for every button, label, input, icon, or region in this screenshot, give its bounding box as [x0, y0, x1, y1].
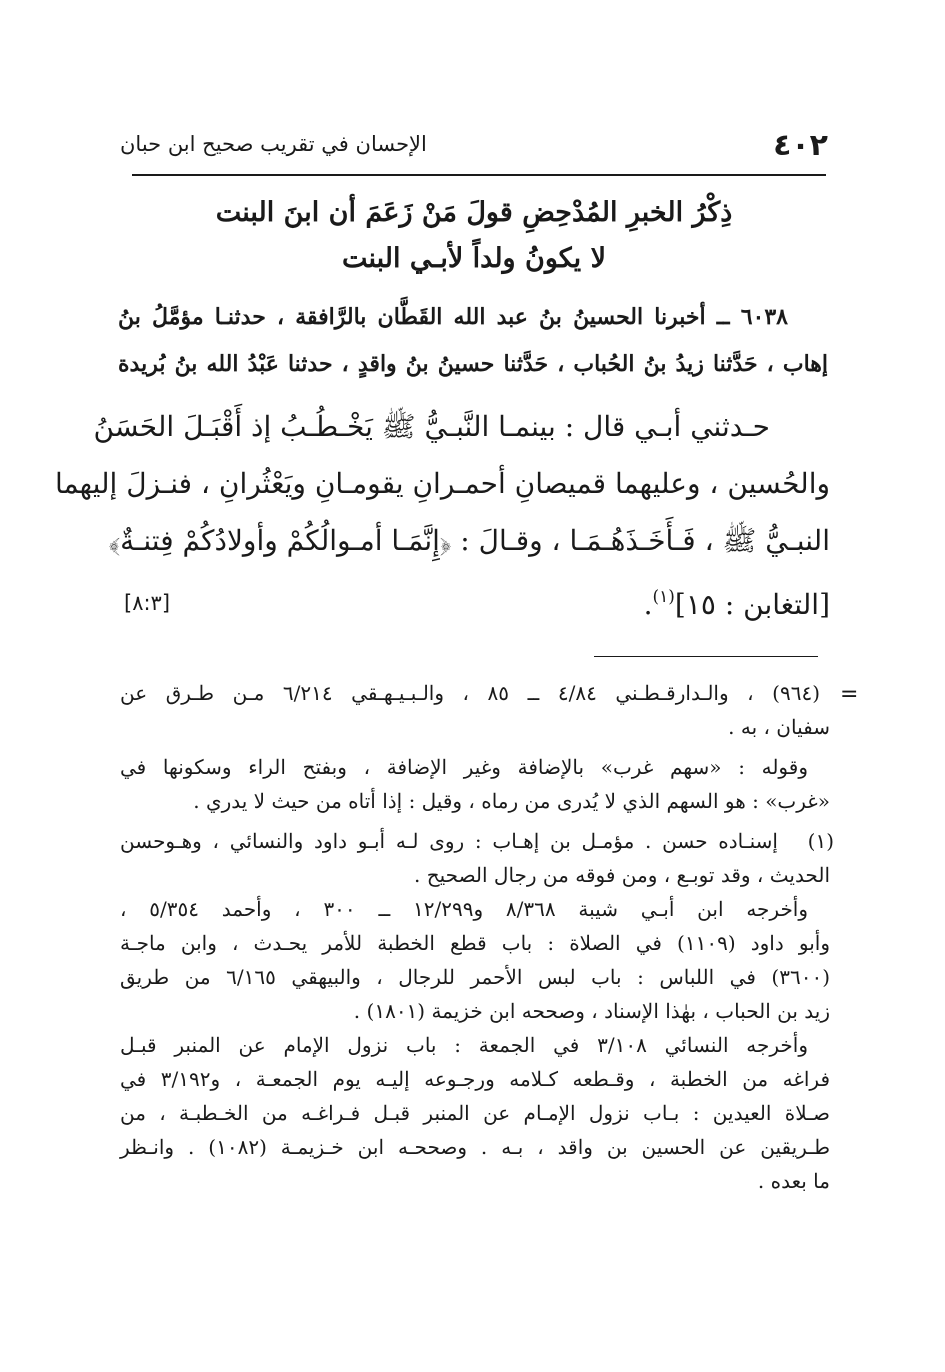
header-rule	[132, 174, 826, 176]
footnote-line: وأبو داود (١١٠٩) في الصلاة : باب قطع الخطبة للأمر يحـدث ، وابن ماجـة	[120, 931, 830, 955]
footnote-separator	[594, 656, 818, 657]
footnote-line: (٣٦٠٠) في اللباس : باب لبس الأحمر للرجال ، والبيهقي ٦/١٦٥ من طريق	[120, 965, 830, 989]
footnote-previous-continuation	[120, 676, 830, 744]
hadith-matn	[54, 398, 830, 626]
isnad-line: إهاب ، حَدَّثنا زيدُ بنُ الحُباب ، حَدَّثنا حسينُ بنُ واقدٍ ، حدثنا عَبْدُ الله بنُ بُريدة	[118, 351, 828, 377]
footnote-line: «غرب» : هو السهم الذي لا يُدرى من رماه ، وقيل : إذا أتاه من حيث لا يدري .	[193, 789, 830, 813]
footnote-1-paragraph-2	[120, 892, 830, 1028]
hadith-reference-tag: [٨:٣]	[124, 591, 171, 615]
footnote-line: إسنـاده حسن . مؤمـل بن إهـاب : روى لـه أبـو داود والنسائي ، وهـوحسن	[120, 829, 778, 853]
footnote-line: وقوله : «سهم غرب» بالإضافة وغير الإضافة ، وبفتح الراء وسكونها في	[120, 755, 808, 779]
footnote-line: (٩٦٤) ، والـدارقـطـني ٤/٨٤ ــ ٨٥ ، والـبـيـهـقي ٦/٢١٤ مـن طـرق عن	[120, 681, 821, 705]
footnote-line: طـريقين عن الحسين بن واقد ، بـه . وصححـه ابن خـزيمـة (١٠٨٢) . وانـظر	[120, 1135, 830, 1159]
footnote-line: زيد بن الحباب ، بهٰذا الإسناد ، وصححه ابن خزيمة (١٨٠١) .	[353, 999, 830, 1023]
quran-reference: [التغابن : ١٥]	[674, 588, 830, 621]
chapter-heading-line-1: ذِكْرُ الخبرِ المُدْحِضِ قولَ مَنْ زَعَمَ أن ابنَ البنت	[215, 197, 733, 228]
matn-line: النبـيُّ ﷺ ، فَـأَخَـذَهُـمَـا ، وقـالَ : ﴿إِنَّمَـا أمـوالُكُمْ وأولادُكُمْ فِتنـةٌ﴾	[108, 524, 830, 557]
chapter-heading	[120, 190, 828, 282]
footnote-line: وأخرجه النسائي ٣/١٠٨ في الجمعة : باب نزول الإمام عن المنبر قبـل	[120, 1033, 808, 1057]
hadith-isnad	[118, 294, 828, 388]
matn-line: والحُسين ، وعليهما قميصانِ أحمـرانِ يقومـانِ ويَعْثُرانِ ، فنـزلَ إليهما	[54, 467, 830, 500]
book-title: الإحسان في تقريب صحيح ابن حبان	[120, 132, 427, 156]
footnote-1	[120, 824, 834, 892]
continuation-mark: =	[840, 682, 859, 707]
page-number: ٤٠٢	[773, 128, 828, 163]
matn-line: حـدثني أبـي قال : بينمـا النَّبـيُّ ﷺ يَخْـطُـبُ إذ أَقْبَـلَ الحَسَنُ	[93, 410, 770, 443]
footnote-1-marker: (١)	[807, 829, 834, 853]
footnote-line: ما بعده .	[757, 1169, 830, 1193]
footnote-1-paragraph-3	[120, 1028, 830, 1198]
footnote-line: الحديث ، وقد توبـع ، ومن فوقه من رجال الصحيح .	[414, 863, 830, 887]
footnote-line: فراغه من الخطبة ، وقـطعه كـلامه ورجـوعه إليـه يوم الجمعـة ، و٣/١٩٢ في	[120, 1067, 831, 1091]
footnote-line: صـلاة العيدين : بـاب نزول الإمـام عن المنبر قبـل فـراغـه من الخـطبـة ، من	[120, 1101, 830, 1125]
footnote-reference: (١)	[652, 587, 675, 607]
matn-last-text	[644, 569, 830, 633]
footnotes	[120, 676, 834, 1198]
running-header	[120, 122, 828, 162]
matn-last-line	[118, 569, 830, 626]
isnad-line: ٦٠٣٨ ــ أخبرنا الحسينُ بنُ عبد الله القَطَّان بالرَّافقة ، حدثنـا مؤمَّلُ بنُ	[118, 304, 788, 330]
end-mark: .	[643, 588, 653, 621]
chapter-heading-line-2: لا يكونُ ولداً لأبـي البنت	[341, 243, 606, 274]
footnote-line: سفيان ، به .	[728, 715, 830, 739]
footnote-line: وأخرجه ابن أبـي شيبة ٨/٣٦٨ و١٢/٢٩٩ ــ ٣٠٠ ، وأحمد ٥/٣٥٤ ،	[120, 897, 809, 921]
footnote-previous-explanation	[120, 750, 830, 818]
